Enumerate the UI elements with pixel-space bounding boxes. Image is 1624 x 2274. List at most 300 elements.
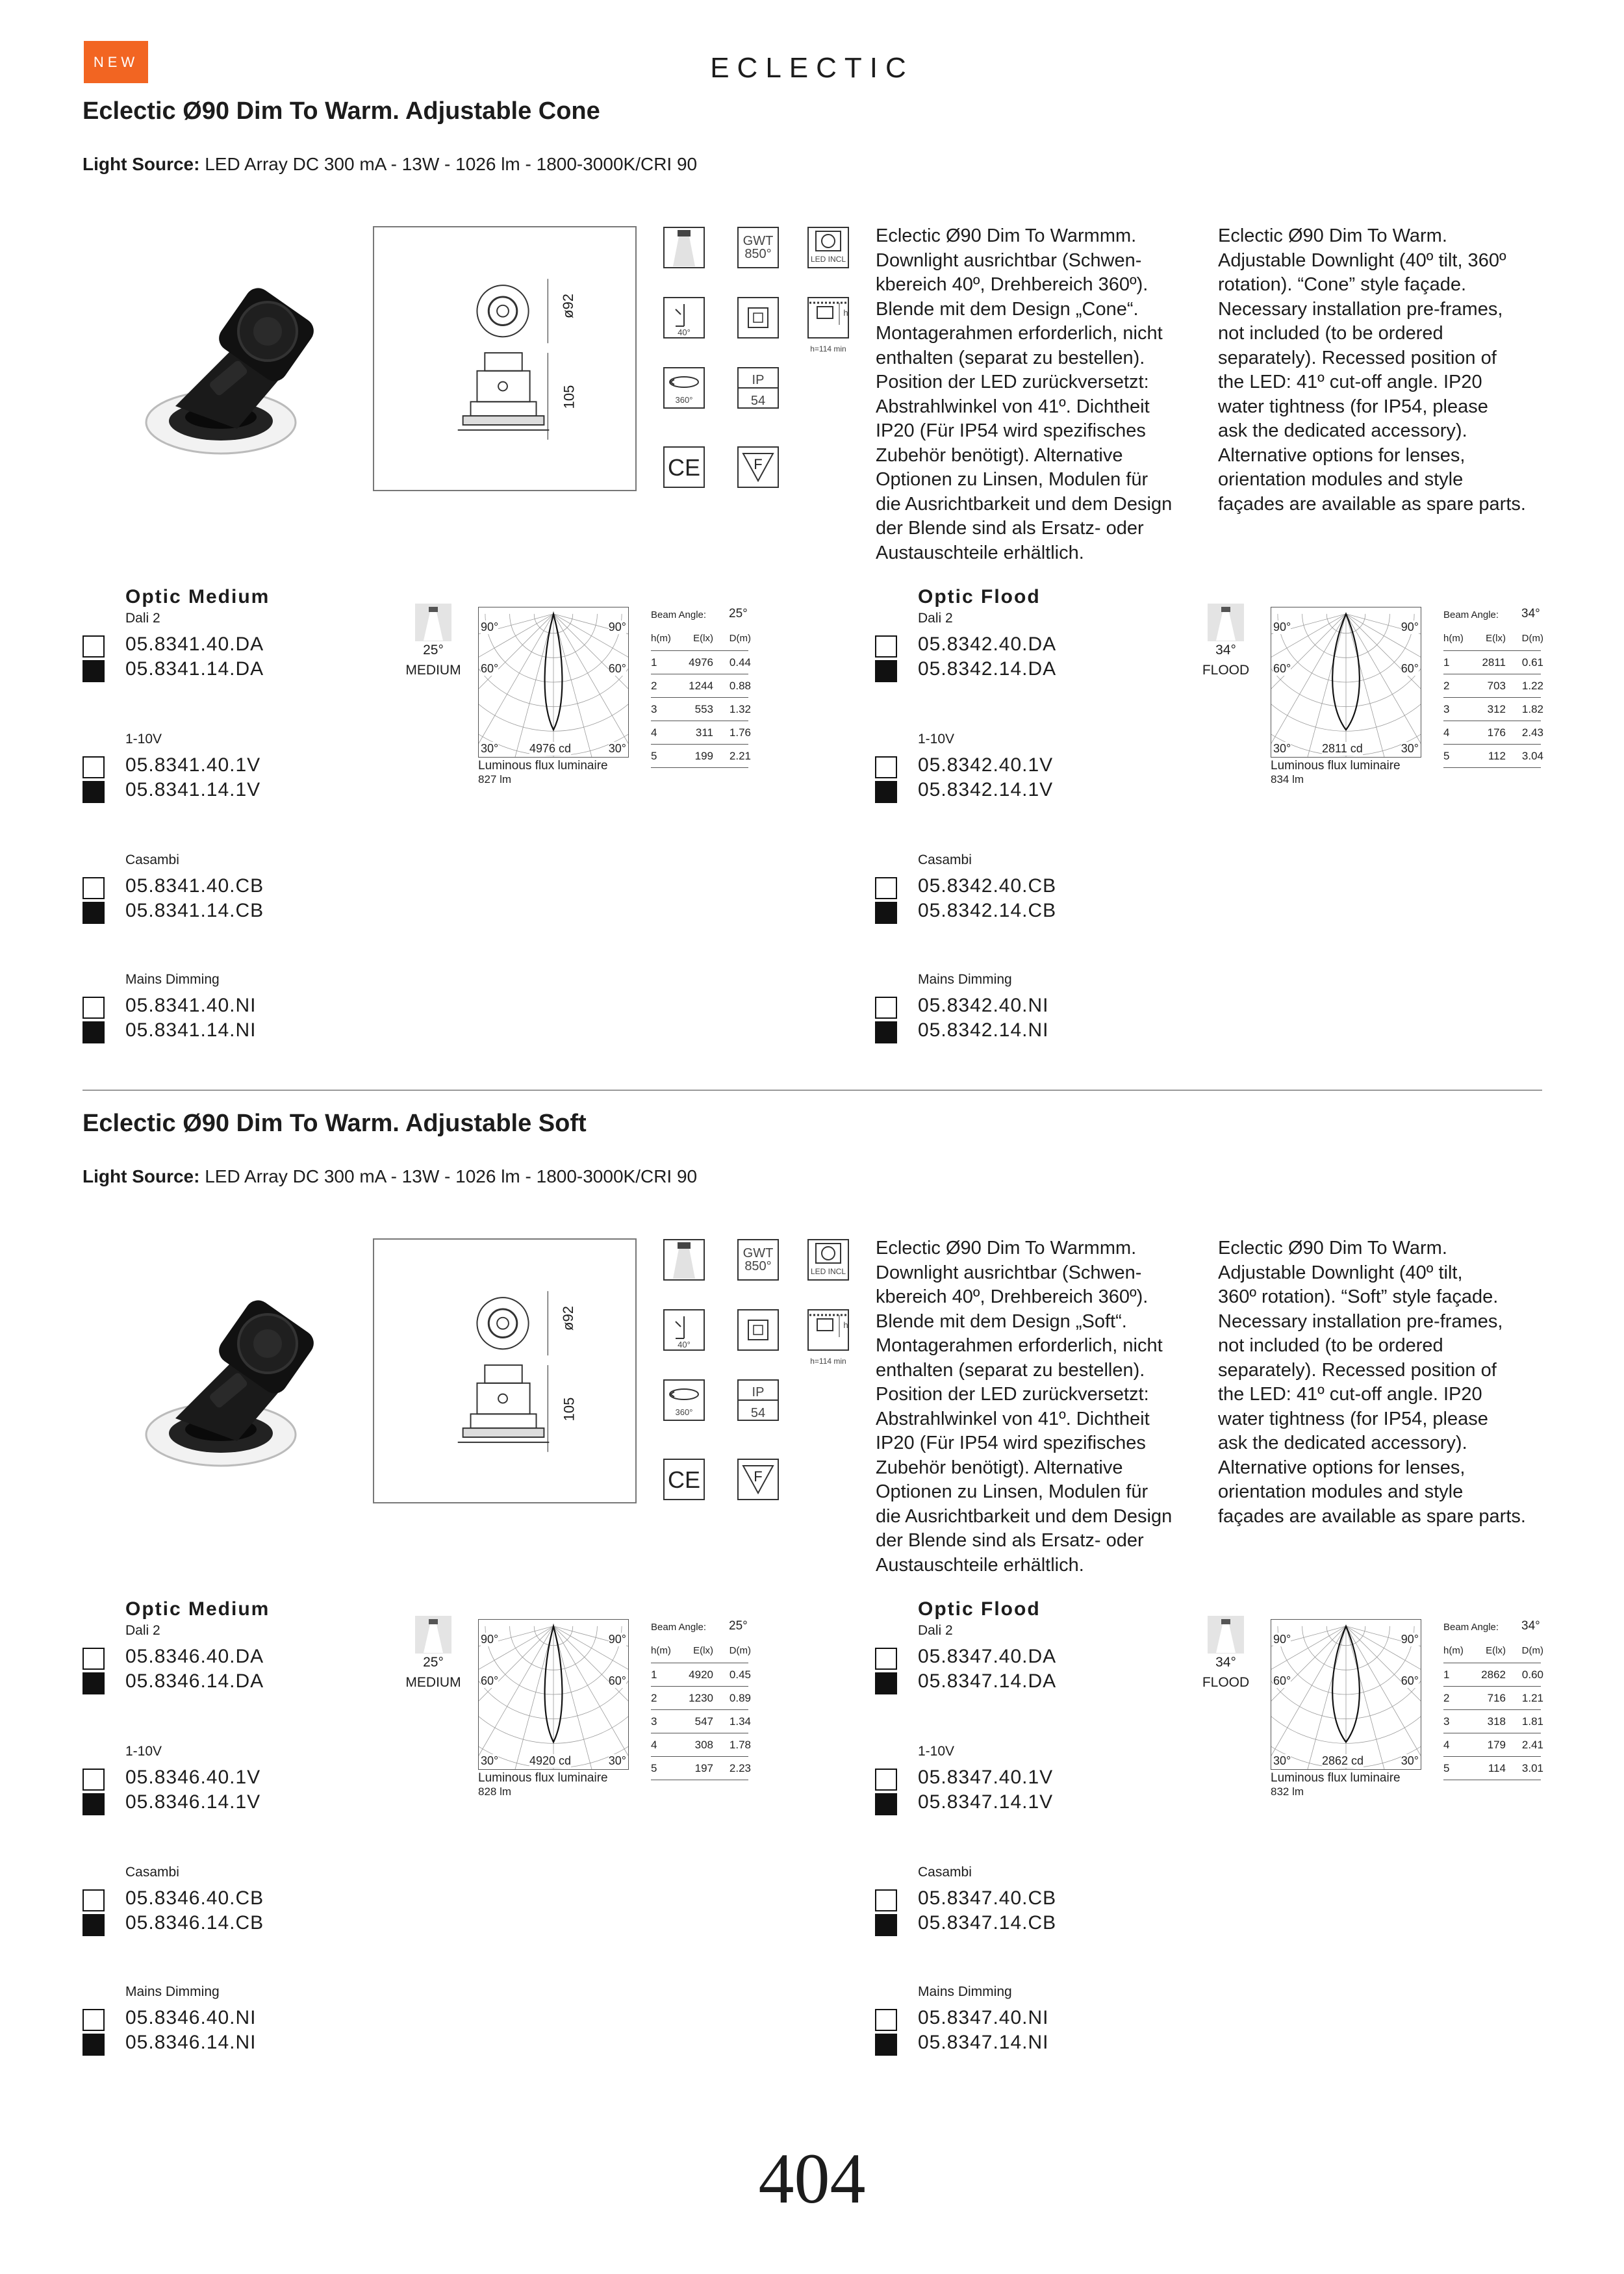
finish-swatch-white[interactable] bbox=[875, 1648, 897, 1670]
beam-table-row bbox=[651, 750, 751, 768]
description-line: Position der LED zurückversetzt: bbox=[876, 1384, 1149, 1405]
gwt-icon-label: GWT bbox=[742, 1246, 774, 1260]
polar-label: 4976 cd bbox=[529, 742, 572, 755]
beam-table-row bbox=[651, 1715, 751, 1733]
finish-swatch-black[interactable] bbox=[875, 2034, 897, 2056]
finish-swatch-black[interactable] bbox=[875, 1672, 897, 1694]
header-cell: h(m) bbox=[1443, 633, 1464, 644]
rotation-icon-label: 360° bbox=[675, 395, 693, 405]
beam-table-row bbox=[1443, 1715, 1541, 1733]
control-type-label: 1-10V bbox=[918, 1744, 955, 1759]
illuminance-cell: 114 bbox=[1488, 1762, 1506, 1774]
finish-swatch-white[interactable] bbox=[875, 635, 897, 658]
article-code[interactable]: 05.8341.14.DA bbox=[125, 658, 264, 680]
beam-table-label: Beam Angle: bbox=[651, 1622, 707, 1633]
beam-table-row bbox=[651, 656, 751, 674]
light-source-label: Light Source: bbox=[82, 154, 200, 174]
diameter-cell: 0.61 bbox=[1521, 656, 1543, 669]
beam-table-row bbox=[651, 726, 751, 745]
height-cell: 1 bbox=[651, 656, 657, 669]
article-code[interactable]: 05.8347.40.CB bbox=[918, 1887, 1057, 1909]
article-code[interactable]: 05.8347.40.DA bbox=[918, 1646, 1057, 1667]
control-type-label: Casambi bbox=[918, 852, 972, 867]
beam-table-row bbox=[651, 1668, 751, 1687]
product-photo bbox=[130, 1285, 344, 1500]
polar-diagram bbox=[478, 607, 629, 758]
illuminance-cell: 1230 bbox=[689, 1692, 713, 1704]
diameter-cell: 0.45 bbox=[729, 1668, 751, 1681]
height-cell: 3 bbox=[1443, 703, 1450, 715]
article-code[interactable]: 05.8341.40.DA bbox=[125, 633, 264, 655]
beam-table-row bbox=[651, 1739, 751, 1757]
article-code[interactable]: 05.8346.14.CB bbox=[125, 1912, 264, 1934]
article-code[interactable]: 05.8347.40.NI bbox=[918, 2007, 1049, 2028]
recessed-square-icon bbox=[735, 295, 781, 340]
f-mark-icon bbox=[735, 444, 781, 490]
beam-angle-icon bbox=[1207, 1615, 1245, 1654]
article-code[interactable]: 05.8347.14.NI bbox=[918, 2032, 1049, 2053]
article-code[interactable]: 05.8342.14.1V bbox=[918, 779, 1054, 800]
description-line: die Ausrichtbarkeit und dem Design bbox=[876, 493, 1173, 515]
diameter-cell: 1.81 bbox=[1521, 1715, 1543, 1728]
control-type-label: 1-10V bbox=[125, 1744, 162, 1759]
diameter-cell: 1.78 bbox=[729, 1739, 751, 1751]
finish-swatch-black[interactable] bbox=[82, 1793, 105, 1815]
description-line: Adjustable Downlight (40º tilt, bbox=[1218, 1262, 1463, 1283]
luminous-flux-label: Luminous flux luminaire bbox=[1271, 1771, 1401, 1785]
height-cell: 3 bbox=[651, 703, 657, 715]
beam-type-label: MEDIUM bbox=[405, 1675, 461, 1690]
finish-swatch-black[interactable] bbox=[82, 1021, 105, 1043]
ip-rating-icon-label: 54 bbox=[750, 1406, 766, 1420]
beam-table-row bbox=[1443, 726, 1541, 745]
description-line: orientation modules and style bbox=[1218, 1481, 1464, 1502]
height-cell: 5 bbox=[651, 750, 657, 762]
beam-angle-value: 25° bbox=[423, 1655, 444, 1670]
finish-swatch-white[interactable] bbox=[875, 1769, 897, 1791]
article-code[interactable]: 05.8346.14.NI bbox=[125, 2032, 257, 2053]
header-cell: h(m) bbox=[1443, 1645, 1464, 1656]
article-code[interactable]: 05.8347.14.CB bbox=[918, 1912, 1057, 1934]
installation-height-icon bbox=[806, 295, 851, 353]
illuminance-cell: 703 bbox=[1487, 680, 1506, 692]
beam-table-row bbox=[1443, 1668, 1541, 1687]
beam-table-label: Beam Angle: bbox=[1443, 609, 1499, 620]
polar-diagram bbox=[1271, 607, 1421, 758]
diameter-cell: 0.88 bbox=[729, 680, 751, 692]
installation-height-icon bbox=[806, 1307, 851, 1366]
description-line: water tightness (for IP54, please bbox=[1218, 396, 1488, 417]
diameter-cell: 1.34 bbox=[729, 1715, 751, 1728]
control-type-label: Casambi bbox=[125, 852, 179, 867]
description-line: Alternative options for lenses, bbox=[1218, 1457, 1465, 1478]
article-code[interactable]: 05.8346.40.DA bbox=[125, 1646, 264, 1667]
height-cell: 4 bbox=[651, 1739, 657, 1751]
beam-table-header bbox=[651, 1645, 751, 1663]
description-line: façades are available as spare parts. bbox=[1218, 493, 1526, 515]
description-line: ask the dedicated accessory). bbox=[1218, 1433, 1467, 1453]
beam-table-label: Beam Angle: bbox=[1443, 1622, 1499, 1633]
beam-table-row bbox=[1443, 656, 1541, 674]
finish-swatch-black[interactable] bbox=[82, 781, 105, 803]
control-type-label: Dali 2 bbox=[918, 1623, 953, 1638]
beam-angle-value: 34° bbox=[1215, 1655, 1236, 1670]
description-line: enthalten (separat zu bestellen). bbox=[876, 347, 1145, 368]
description-line: Abstrahlwinkel von 41º. Dichtheit bbox=[876, 1408, 1150, 1429]
description-line: Eclectic Ø90 Dim To Warmmm. bbox=[876, 1238, 1137, 1258]
svg-text:CE: CE bbox=[667, 1466, 701, 1493]
article-code[interactable]: 05.8342.14.DA bbox=[918, 658, 1057, 680]
illuminance-cell: 308 bbox=[694, 1739, 713, 1751]
polar-label: 30° bbox=[608, 742, 626, 755]
luminous-flux-label: Luminous flux luminaire bbox=[478, 759, 608, 773]
finish-swatch-white[interactable] bbox=[82, 1889, 105, 1911]
gwt-icon-label: GWT bbox=[742, 234, 774, 248]
polar-label: 60° bbox=[481, 662, 499, 675]
article-code[interactable]: 05.8347.14.DA bbox=[918, 1670, 1057, 1692]
illuminance-cell: 2811 bbox=[1482, 656, 1506, 669]
finish-swatch-white[interactable] bbox=[82, 997, 105, 1019]
polar-label: 90° bbox=[481, 1633, 499, 1646]
beam-table-row bbox=[1443, 703, 1541, 721]
description-line: der Blende sind als Ersatz- oder bbox=[876, 518, 1144, 539]
svg-text:F: F bbox=[754, 1468, 763, 1485]
polar-label: 30° bbox=[481, 1754, 499, 1767]
light-source bbox=[82, 1166, 697, 1187]
polar-diagram bbox=[478, 1619, 629, 1770]
dimension-height: 105 bbox=[561, 1397, 577, 1422]
luminous-flux-label: Luminous flux luminaire bbox=[478, 1771, 608, 1785]
height-cell: 2 bbox=[651, 680, 657, 692]
polar-label: 90° bbox=[481, 620, 499, 633]
control-type-label: Casambi bbox=[125, 1865, 179, 1880]
section-divider bbox=[82, 1090, 1542, 1091]
diameter-cell: 0.60 bbox=[1521, 1668, 1543, 1681]
control-type-label: Mains Dimming bbox=[918, 1984, 1012, 1999]
tilt-icon bbox=[661, 295, 707, 340]
beam-table-row bbox=[1443, 1739, 1541, 1757]
finish-swatch-white[interactable] bbox=[82, 1769, 105, 1791]
led-included-icon bbox=[806, 225, 851, 270]
height-cell: 4 bbox=[1443, 1739, 1450, 1751]
article-code[interactable]: 05.8346.14.DA bbox=[125, 1670, 264, 1692]
polar-label: 30° bbox=[481, 742, 499, 755]
rotation-icon bbox=[661, 365, 707, 411]
control-type-label: 1-10V bbox=[125, 732, 162, 747]
height-cell: 2 bbox=[1443, 1692, 1450, 1704]
beam-table-header bbox=[651, 633, 751, 651]
description-line: façades are available as spare parts. bbox=[1218, 1505, 1526, 1527]
description-line: enthalten (separat zu bestellen). bbox=[876, 1359, 1145, 1381]
diameter-cell: 1.76 bbox=[729, 726, 751, 739]
diameter-cell: 2.43 bbox=[1521, 726, 1543, 739]
illuminance-cell: 2862 bbox=[1481, 1668, 1506, 1681]
diameter-cell: 0.44 bbox=[729, 656, 751, 669]
illuminance-cell: 716 bbox=[1487, 1692, 1506, 1704]
diameter-cell: 1.32 bbox=[729, 703, 751, 715]
finish-swatch-black[interactable] bbox=[875, 660, 897, 682]
description-german bbox=[876, 1236, 1213, 1578]
finish-swatch-black[interactable] bbox=[875, 1793, 897, 1815]
description-line: Eclectic Ø90 Dim To Warm. bbox=[1218, 225, 1447, 246]
recessed-square-icon bbox=[735, 1307, 781, 1353]
rotation-icon-label: 360° bbox=[675, 1407, 693, 1417]
beam-table-header bbox=[1443, 633, 1541, 651]
ip-rating-icon-label: IP bbox=[752, 1385, 765, 1399]
spotlight-icon bbox=[661, 225, 707, 270]
diameter-cell: 3.01 bbox=[1521, 1762, 1543, 1774]
header-cell: D(m) bbox=[729, 1645, 751, 1656]
height-cell: 5 bbox=[1443, 750, 1450, 762]
finish-swatch-white[interactable] bbox=[875, 1889, 897, 1911]
dimension-diameter: ø92 bbox=[559, 1306, 576, 1331]
article-code[interactable]: 05.8341.40.NI bbox=[125, 995, 257, 1016]
tilt-icon bbox=[661, 1307, 707, 1353]
polar-label: 90° bbox=[1273, 1633, 1291, 1646]
dimension-diameter: ø92 bbox=[559, 294, 576, 318]
finish-swatch-white[interactable] bbox=[875, 997, 897, 1019]
header-cell: E(lx) bbox=[693, 633, 713, 644]
description-line: separately). Recessed position of bbox=[1218, 1359, 1497, 1381]
polar-label: 90° bbox=[1273, 620, 1291, 633]
beam-table bbox=[651, 1619, 752, 1774]
article-code[interactable]: 05.8341.14.CB bbox=[125, 900, 264, 921]
polar-label: 60° bbox=[608, 662, 626, 675]
gwt-icon-label: 850° bbox=[744, 247, 772, 261]
installation-height-icon-label: h bbox=[843, 308, 848, 318]
illuminance-cell: 176 bbox=[1487, 726, 1506, 739]
light-source-label: Light Source: bbox=[82, 1166, 200, 1186]
control-type-label: Dali 2 bbox=[918, 611, 953, 626]
beam-table-row bbox=[651, 1762, 751, 1780]
diameter-cell: 1.21 bbox=[1521, 1692, 1543, 1704]
polar-label: 60° bbox=[481, 1674, 499, 1687]
article-code[interactable]: 05.8342.40.DA bbox=[918, 633, 1057, 655]
optic-title: Optic Flood bbox=[918, 586, 1041, 607]
finish-swatch-black[interactable] bbox=[82, 2034, 105, 2056]
article-code[interactable]: 05.8346.14.1V bbox=[125, 1791, 261, 1813]
optic-title: Optic Flood bbox=[918, 1598, 1041, 1620]
article-code[interactable]: 05.8346.40.1V bbox=[125, 1767, 261, 1788]
article-code[interactable]: 05.8342.40.CB bbox=[918, 875, 1057, 897]
beam-angle-value: 25° bbox=[423, 643, 444, 658]
optic-title: Optic Medium bbox=[125, 1598, 270, 1620]
finish-swatch-black[interactable] bbox=[875, 781, 897, 803]
diameter-cell: 1.22 bbox=[1521, 680, 1543, 692]
height-cell: 3 bbox=[1443, 1715, 1450, 1728]
height-cell: 5 bbox=[651, 1762, 657, 1774]
finish-swatch-white[interactable] bbox=[875, 756, 897, 778]
ip-rating-icon bbox=[735, 1377, 781, 1423]
description-line: separately). Recessed position of bbox=[1218, 347, 1497, 368]
beam-type-label: FLOOD bbox=[1202, 663, 1250, 678]
article-code[interactable]: 05.8342.40.NI bbox=[918, 995, 1049, 1016]
article-code[interactable]: 05.8346.40.NI bbox=[125, 2007, 257, 2028]
diameter-cell: 3.04 bbox=[1521, 750, 1543, 762]
beam-table-label: Beam Angle: bbox=[651, 609, 707, 620]
product-title: Eclectic Ø90 Dim To Warm. Adjustable Soft bbox=[82, 1110, 587, 1137]
light-source-value: LED Array DC 300 mA - 13W - 1026 lm - 1800-3000K/CRI 90 bbox=[205, 154, 698, 174]
finish-swatch-white[interactable] bbox=[875, 2009, 897, 2031]
finish-swatch-black[interactable] bbox=[82, 1672, 105, 1694]
led-included-icon-label: LED INCL bbox=[810, 255, 846, 264]
beam-table-row bbox=[1443, 1692, 1541, 1710]
brand-title: ECLECTIC bbox=[710, 52, 914, 84]
description-line: Zubehör benötigt). Alternative bbox=[876, 1457, 1123, 1478]
description-line: Optionen zu Linsen, Modulen für bbox=[876, 1481, 1148, 1502]
page-number: 404 bbox=[758, 2139, 866, 2218]
article-code[interactable]: 05.8342.14.CB bbox=[918, 900, 1057, 921]
illuminance-cell: 547 bbox=[694, 1715, 713, 1728]
polar-label: 2862 cd bbox=[1322, 1754, 1364, 1767]
polar-label: 90° bbox=[1401, 620, 1419, 633]
article-code[interactable]: 05.8346.40.CB bbox=[125, 1887, 264, 1909]
description-line: Position der LED zurückversetzt: bbox=[876, 372, 1149, 392]
gwt-icon bbox=[735, 225, 781, 270]
polar-label: 30° bbox=[608, 1754, 626, 1767]
description-line: Austauschteile erhältlich. bbox=[876, 542, 1084, 563]
product-title: Eclectic Ø90 Dim To Warm. Adjustable Cone bbox=[82, 97, 600, 125]
finish-swatch-black[interactable] bbox=[82, 902, 105, 924]
polar-label: 60° bbox=[1273, 662, 1291, 675]
polar-label: 60° bbox=[1401, 1674, 1419, 1687]
description-line: orientation modules and style bbox=[1218, 469, 1464, 490]
description-line: not included (to be ordered bbox=[1218, 1335, 1443, 1356]
finish-swatch-white[interactable] bbox=[82, 635, 105, 658]
illuminance-cell: 318 bbox=[1487, 1715, 1506, 1728]
finish-swatch-black[interactable] bbox=[875, 1021, 897, 1043]
control-type-label: Dali 2 bbox=[125, 1623, 160, 1638]
beam-table-row bbox=[651, 680, 751, 698]
ce-mark-icon bbox=[661, 1457, 707, 1502]
article-code[interactable]: 05.8341.14.1V bbox=[125, 779, 261, 800]
gwt-icon-label: 850° bbox=[744, 1259, 772, 1273]
finish-swatch-white[interactable] bbox=[875, 877, 897, 899]
spotlight-icon bbox=[661, 1237, 707, 1283]
article-code[interactable]: 05.8342.40.1V bbox=[918, 754, 1054, 776]
diameter-cell: 1.82 bbox=[1521, 703, 1543, 715]
description-line: not included (to be ordered bbox=[1218, 323, 1443, 344]
finish-swatch-black[interactable] bbox=[875, 902, 897, 924]
height-cell: 5 bbox=[1443, 1762, 1450, 1774]
control-type-label: Mains Dimming bbox=[125, 1984, 220, 1999]
optic-title: Optic Medium bbox=[125, 586, 270, 607]
new-badge: NEW bbox=[84, 41, 148, 83]
description-english bbox=[1218, 1236, 1556, 1529]
product-photo bbox=[130, 273, 344, 487]
description-line: IP20 (Für IP54 wird spezifisches bbox=[876, 420, 1146, 441]
diameter-cell: 2.21 bbox=[729, 750, 751, 762]
gwt-icon bbox=[735, 1237, 781, 1283]
article-code[interactable]: 05.8341.14.NI bbox=[125, 1019, 257, 1041]
beam-table-row bbox=[651, 703, 751, 721]
description-english bbox=[1218, 224, 1556, 517]
header-cell: E(lx) bbox=[1486, 633, 1506, 644]
finish-swatch-black[interactable] bbox=[875, 1914, 897, 1936]
illuminance-cell: 553 bbox=[694, 703, 713, 715]
description-line: der Blende sind als Ersatz- oder bbox=[876, 1530, 1144, 1551]
luminous-flux-label: Luminous flux luminaire bbox=[1271, 759, 1401, 773]
article-code[interactable]: 05.8347.40.1V bbox=[918, 1767, 1054, 1788]
description-line: Montagerahmen erforderlich, nicht bbox=[876, 1335, 1163, 1356]
finish-swatch-black[interactable] bbox=[82, 660, 105, 682]
header-cell: h(m) bbox=[651, 1645, 671, 1656]
ce-mark-icon bbox=[661, 444, 707, 490]
finish-swatch-white[interactable] bbox=[82, 877, 105, 899]
beam-type-label: FLOOD bbox=[1202, 1675, 1250, 1690]
beam-table-row bbox=[1443, 750, 1541, 768]
illuminance-cell: 1244 bbox=[689, 680, 713, 692]
led-included-icon-label: LED INCL bbox=[810, 1267, 846, 1276]
illuminance-cell: 179 bbox=[1487, 1739, 1506, 1751]
illuminance-cell: 112 bbox=[1488, 750, 1506, 762]
header-cell: E(lx) bbox=[1486, 1645, 1506, 1656]
led-included-icon bbox=[806, 1237, 851, 1283]
description-line: kbereich 40º, Drehbereich 360º). bbox=[876, 1286, 1148, 1307]
finish-swatch-white[interactable] bbox=[82, 2009, 105, 2031]
description-line: Abstrahlwinkel von 41º. Dichtheit bbox=[876, 396, 1150, 417]
finish-swatch-white[interactable] bbox=[82, 1648, 105, 1670]
header-cell: h(m) bbox=[651, 633, 671, 644]
description-line: Zubehör benötigt). Alternative bbox=[876, 444, 1123, 466]
luminous-flux-value: 827 lm bbox=[478, 773, 512, 786]
beam-table-angle: 34° bbox=[1521, 607, 1540, 620]
description-line: Eclectic Ø90 Dim To Warm. bbox=[1218, 1238, 1447, 1258]
description-line: Blende mit dem Design „Soft“. bbox=[876, 1310, 1127, 1332]
technical-drawing-box bbox=[373, 1238, 637, 1503]
finish-swatch-black[interactable] bbox=[82, 1914, 105, 1936]
ip-rating-icon-label: 54 bbox=[750, 394, 766, 408]
article-code[interactable]: 05.8347.14.1V bbox=[918, 1791, 1054, 1813]
illuminance-cell: 4920 bbox=[689, 1668, 713, 1681]
description-line: Downlight ausrichtbar (Schwen- bbox=[876, 1262, 1142, 1283]
diameter-cell: 2.23 bbox=[729, 1762, 751, 1774]
installation-height-icon-label: h=114 min bbox=[810, 344, 846, 353]
control-type-label: Mains Dimming bbox=[918, 972, 1012, 987]
ip-rating-icon-label: IP bbox=[752, 373, 765, 387]
description-line: Necessary installation pre-frames, bbox=[1218, 298, 1503, 320]
article-code[interactable]: 05.8341.40.1V bbox=[125, 754, 261, 776]
beam-angle-icon bbox=[1207, 603, 1245, 642]
control-type-label: Casambi bbox=[918, 1865, 972, 1880]
installation-height-icon-label: h bbox=[843, 1320, 848, 1330]
header-cell: D(m) bbox=[729, 633, 751, 644]
technical-drawing-box bbox=[373, 226, 637, 491]
control-type-label: Mains Dimming bbox=[125, 972, 220, 987]
article-code[interactable]: 05.8342.14.NI bbox=[918, 1019, 1049, 1041]
polar-label: 60° bbox=[1273, 1674, 1291, 1687]
svg-text:F: F bbox=[754, 456, 763, 472]
installation-height-icon-label: h=114 min bbox=[810, 1357, 846, 1366]
height-cell: 4 bbox=[1443, 726, 1450, 739]
beam-angle-icon bbox=[414, 1615, 452, 1654]
beam-table bbox=[651, 607, 752, 762]
article-code[interactable]: 05.8341.40.CB bbox=[125, 875, 264, 897]
light-source bbox=[82, 154, 697, 175]
description-line: Alternative options for lenses, bbox=[1218, 444, 1465, 466]
ip-rating-icon bbox=[735, 365, 781, 411]
beam-type-label: MEDIUM bbox=[405, 663, 461, 678]
illuminance-cell: 4976 bbox=[689, 656, 713, 669]
control-type-label: Dali 2 bbox=[125, 611, 160, 626]
diameter-cell: 0.89 bbox=[729, 1692, 751, 1704]
polar-label: 60° bbox=[1401, 662, 1419, 675]
beam-table-angle: 25° bbox=[729, 1619, 748, 1633]
finish-swatch-white[interactable] bbox=[82, 756, 105, 778]
beam-angle-value: 34° bbox=[1215, 643, 1236, 658]
f-mark-icon bbox=[735, 1457, 781, 1502]
polar-label: 90° bbox=[608, 620, 626, 633]
